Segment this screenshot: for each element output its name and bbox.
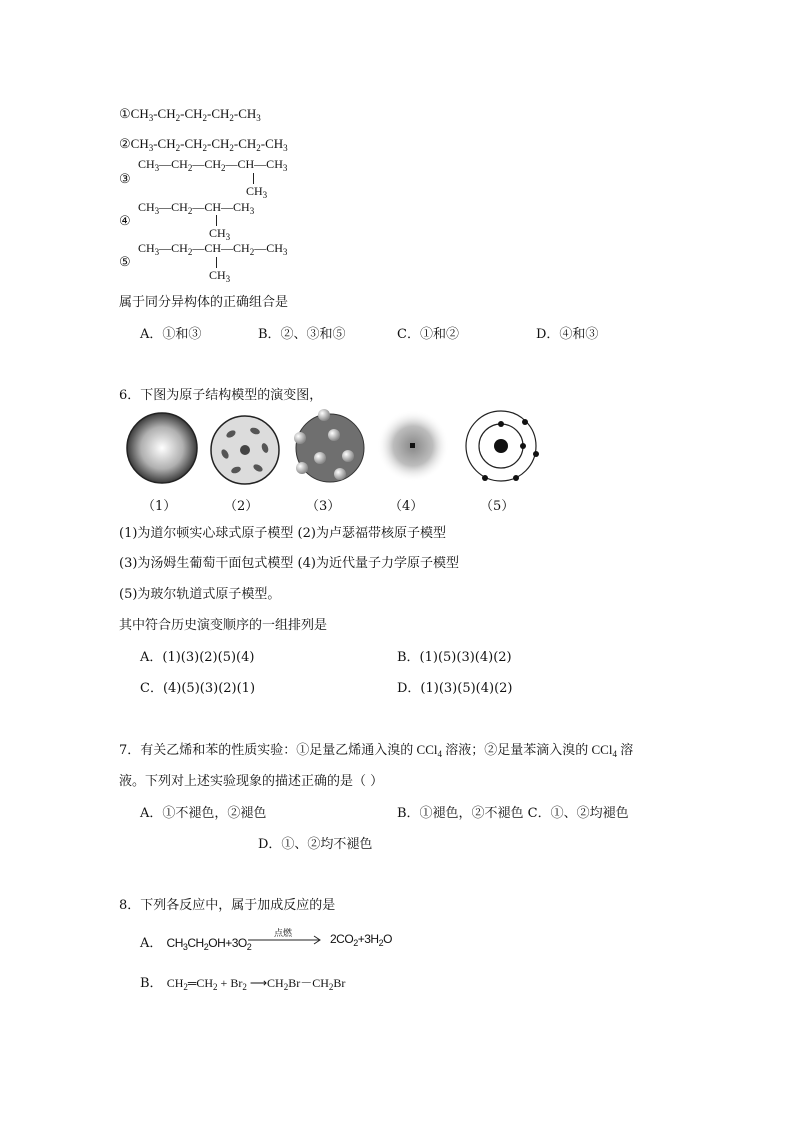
q8-option-b[interactable]: [140, 972, 345, 992]
figure-label-5: （5）: [480, 499, 515, 514]
bohr-model-image: [461, 404, 541, 484]
quantum-cloud-image: [375, 410, 451, 486]
q5-item-2: [119, 136, 288, 153]
formula-1: $CH_3-CH_2-CH_2-CH_2-CH_3$: [130, 106, 261, 123]
structure-5-bond: [216, 257, 217, 268]
reaction-arrow: [248, 928, 324, 946]
q7-option-bc[interactable]: B．①褪色，②不褪色 C．①、②均褪色: [397, 806, 629, 821]
q5-option-b[interactable]: B．②、③和⑤: [258, 327, 346, 342]
structure-4-bond: [216, 215, 217, 226]
item-number-3: ③: [119, 172, 131, 187]
q7-stem-line-1: [119, 739, 633, 759]
structure-5-branch: $CH_3$: [209, 268, 231, 284]
q8-option-a[interactable]: [140, 932, 251, 952]
arrow-condition-label: 点燃: [274, 929, 293, 939]
ccl4-formula: CCl$_4$: [588, 742, 617, 759]
q7-option-d[interactable]: D．①、②均不褪色: [258, 837, 373, 852]
q7-option-a[interactable]: A．①不褪色，②褪色: [140, 806, 267, 821]
q6-stem: 6．下图为原子结构模型的演变图，: [119, 388, 323, 403]
option-label: A．: [140, 936, 163, 951]
structure-3-branch: $CH_3$: [246, 184, 268, 200]
ccl4-formula: CCl$_4$: [413, 742, 442, 759]
q5-option-a[interactable]: A．①和③: [140, 327, 202, 342]
thomson-model-image: [290, 408, 370, 488]
q7-stem-part-3: 溶: [620, 743, 634, 758]
reactants: $CH_3CH_2OH+3O_2$: [166, 936, 252, 952]
figure-label-3: （3）: [306, 499, 341, 514]
structure-3-bond: [253, 173, 254, 184]
q5-option-d[interactable]: D．④和③: [536, 327, 599, 342]
figure-label-2: （2）: [224, 499, 259, 514]
q6-option-c[interactable]: C．(4)(5)(3)(2)(1): [140, 681, 256, 696]
rutherford-model-image: [209, 414, 281, 486]
q7-stem-part-2: 溶液；②足量苯滴入溴的: [445, 743, 589, 758]
q6-option-d[interactable]: D．(1)(3)(5)(4)(2): [397, 681, 513, 696]
q6-desc-2: (3)为汤姆生葡萄干面包式模型 (4)为近代量子力学原子模型: [119, 556, 459, 571]
dalton-model-image: [125, 411, 199, 485]
q5-question: 属于同分异构体的正确组合是: [119, 295, 289, 310]
figure-label-1: （1）: [142, 499, 177, 514]
structure-3-main-chain: $CH_3—CH_2—CH_2—CH—CH_3$: [138, 157, 288, 173]
equation-b: $CH_2═CH_2 + Br_2$ $⟶CH_2Br-CH_2Br$: [166, 976, 346, 992]
q8-stem: 8．下列各反应中，属于加成反应的是: [119, 898, 336, 913]
item-number-4: ④: [119, 214, 131, 229]
q6-option-a[interactable]: A．(1)(3)(2)(5)(4): [140, 650, 255, 665]
q6-option-b[interactable]: B．(1)(5)(3)(4)(2): [397, 650, 512, 665]
item-number: ②: [119, 137, 131, 152]
structure-4-main-chain: $CH_3—CH_2—CH—CH_3$: [138, 200, 255, 216]
figure-label-4: （4）: [389, 499, 424, 514]
structure-5-main-chain: $CH_3—CH_2—CH—CH_2—CH_3$: [138, 241, 288, 257]
option-label: B．: [140, 976, 163, 991]
q6-desc-1: (1)为道尔顿实心球式原子模型 (2)为卢瑟福带核原子模型: [119, 526, 446, 541]
item-number-5: ⑤: [119, 255, 131, 270]
q6-desc-3: (5)为玻尔轨道式原子模型。: [119, 587, 281, 602]
formula-2: $CH_3-CH_2-CH_2-CH_2-CH_2-CH_3$: [130, 136, 288, 153]
structure-4-branch: $CH_3$: [209, 226, 231, 242]
item-number: ①: [119, 107, 131, 122]
q7-stem-line-2: 液。下列对上述实验现象的描述正确的是（ ）: [119, 774, 384, 789]
q6-question: 其中符合历史演变顺序的一组排列是: [119, 618, 328, 633]
q5-option-c[interactable]: C．①和②: [397, 327, 459, 342]
q5-item-1: [119, 106, 261, 123]
q7-stem-part-1: 7．有关乙烯和苯的性质实验：①足量乙烯通入溴的: [119, 743, 414, 758]
products: $2CO_2+3H_2O$: [330, 932, 392, 948]
